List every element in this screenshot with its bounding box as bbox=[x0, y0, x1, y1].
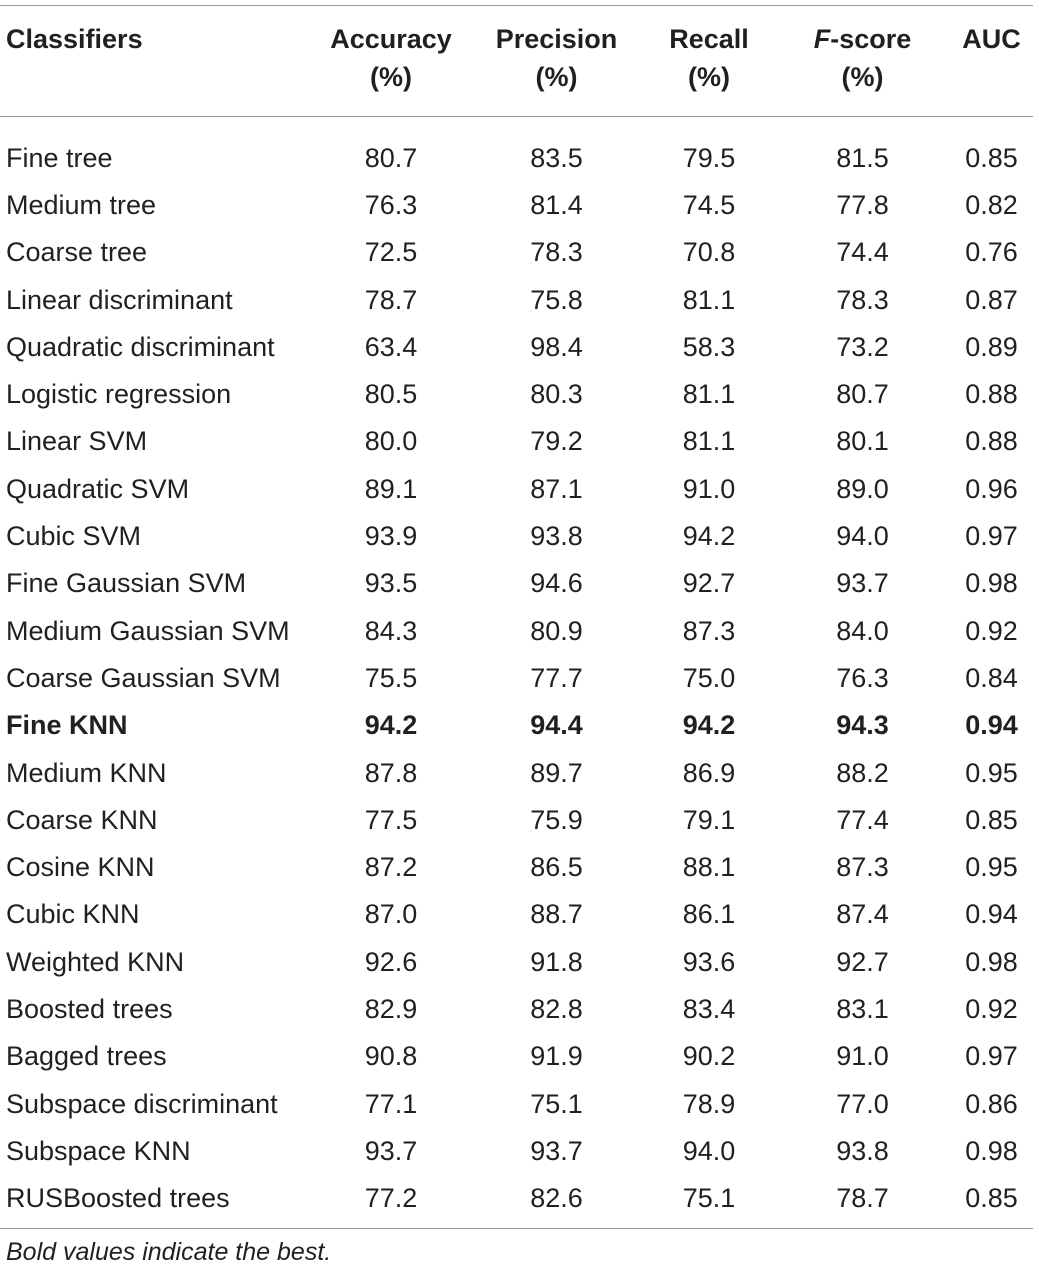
recall-cell: 86.1 bbox=[682, 899, 736, 930]
accuracy-cell: 93.9 bbox=[364, 521, 418, 552]
classifier-name-cell: Weighted KNN bbox=[6, 946, 185, 977]
table-row bbox=[0, 560, 1033, 607]
recall-cell: 75.1 bbox=[682, 1183, 736, 1214]
precision-cell: 91.9 bbox=[530, 1041, 583, 1072]
recall-cell: 70.8 bbox=[682, 237, 736, 268]
accuracy-cell: 92.6 bbox=[364, 946, 418, 977]
precision-cell: 81.4 bbox=[530, 189, 583, 220]
classifier-name-cell: Coarse Gaussian SVM bbox=[6, 662, 281, 693]
table-row bbox=[0, 181, 1033, 228]
classifier-name-cell: Linear SVM bbox=[6, 426, 148, 457]
fscore-cell: 84.0 bbox=[836, 615, 889, 646]
fscore-cell: 94.3 bbox=[836, 710, 889, 741]
precision-cell: 80.3 bbox=[530, 379, 583, 410]
recall-cell: 88.1 bbox=[682, 852, 736, 883]
header-recall-unit: (%) bbox=[688, 62, 730, 92]
precision-cell: 94.6 bbox=[530, 568, 583, 599]
classifier-name-cell: Medium tree bbox=[6, 189, 157, 220]
accuracy-cell: 87.0 bbox=[364, 899, 418, 930]
table-row bbox=[0, 891, 1033, 938]
header-classifiers bbox=[0, 20, 312, 120]
header-fscore bbox=[775, 20, 950, 120]
header-auc-label: AUC bbox=[962, 24, 1021, 54]
fscore-cell: 80.1 bbox=[836, 426, 889, 457]
fscore-cell: 83.1 bbox=[836, 993, 889, 1024]
classifier-name-cell: Bagged trees bbox=[6, 1041, 167, 1072]
classifier-name-cell: Coarse tree bbox=[6, 237, 148, 268]
table-row bbox=[0, 1033, 1033, 1080]
header-accuracy-label: Accuracy bbox=[330, 24, 452, 54]
classifier-name-cell: Fine Gaussian SVM bbox=[6, 568, 247, 599]
fscore-cell: 77.4 bbox=[836, 804, 889, 835]
table-row bbox=[0, 1127, 1033, 1174]
accuracy-cell: 89.1 bbox=[364, 473, 418, 504]
classifier-name-cell: Cubic KNN bbox=[6, 899, 140, 930]
fscore-cell: 78.3 bbox=[836, 284, 889, 315]
recall-cell: 94.0 bbox=[682, 1135, 736, 1166]
accuracy-cell: 80.0 bbox=[364, 426, 418, 457]
header-precision-unit: (%) bbox=[535, 62, 578, 92]
header-row bbox=[0, 20, 1033, 120]
table-row bbox=[0, 512, 1033, 559]
recall-cell: 81.1 bbox=[682, 379, 736, 410]
accuracy-cell: 87.2 bbox=[364, 852, 418, 883]
recall-cell: 74.5 bbox=[682, 189, 736, 220]
auc-cell: 0.85 bbox=[965, 1183, 1018, 1214]
fscore-cell: 77.8 bbox=[836, 189, 889, 220]
auc-cell: 0.86 bbox=[965, 1088, 1018, 1119]
auc-cell: 0.88 bbox=[965, 379, 1018, 410]
table-row bbox=[0, 465, 1033, 512]
accuracy-cell: 84.3 bbox=[364, 615, 418, 646]
accuracy-cell: 90.8 bbox=[364, 1041, 418, 1072]
fscore-cell: 89.0 bbox=[836, 473, 889, 504]
header-auc bbox=[950, 20, 1033, 120]
precision-cell: 82.6 bbox=[530, 1183, 583, 1214]
classifier-name-cell: Fine tree bbox=[6, 142, 113, 173]
table-bottom-rule bbox=[0, 1228, 1033, 1229]
auc-cell: 0.82 bbox=[965, 189, 1018, 220]
precision-cell: 80.9 bbox=[530, 615, 583, 646]
accuracy-cell: 80.5 bbox=[364, 379, 418, 410]
fscore-cell: 77.0 bbox=[836, 1088, 889, 1119]
classifier-name-cell: Logistic regression bbox=[6, 379, 232, 410]
precision-cell: 93.7 bbox=[530, 1135, 583, 1166]
recall-cell: 81.1 bbox=[682, 426, 736, 457]
header-accuracy-unit: (%) bbox=[370, 62, 412, 92]
classifier-name-cell: RUSBoosted trees bbox=[6, 1183, 230, 1214]
auc-cell: 0.85 bbox=[965, 804, 1018, 835]
classifier-name-cell: Medium KNN bbox=[6, 757, 167, 788]
table-row bbox=[0, 120, 1033, 181]
table-row bbox=[0, 938, 1033, 985]
classifier-name-cell: Subspace discriminant bbox=[6, 1088, 278, 1119]
accuracy-cell: 93.5 bbox=[364, 568, 418, 599]
recall-cell: 86.9 bbox=[682, 757, 736, 788]
accuracy-cell: 77.5 bbox=[364, 804, 418, 835]
recall-cell: 92.7 bbox=[682, 568, 736, 599]
precision-cell: 94.4 bbox=[530, 710, 583, 741]
fscore-cell: 76.3 bbox=[836, 662, 889, 693]
precision-cell: 79.2 bbox=[530, 426, 583, 457]
table-row bbox=[0, 796, 1033, 843]
precision-cell: 88.7 bbox=[530, 899, 583, 930]
table-row bbox=[0, 370, 1033, 417]
recall-cell: 83.4 bbox=[682, 993, 736, 1024]
fscore-cell: 73.2 bbox=[836, 331, 889, 362]
table-body bbox=[0, 120, 1033, 1222]
recall-cell: 93.6 bbox=[682, 946, 736, 977]
classifier-name-cell: Coarse KNN bbox=[6, 804, 158, 835]
recall-cell: 58.3 bbox=[682, 331, 736, 362]
header-precision bbox=[470, 20, 643, 120]
precision-cell: 93.8 bbox=[530, 521, 583, 552]
header-fscore-italic-f: F bbox=[813, 24, 831, 54]
recall-cell: 75.0 bbox=[682, 662, 736, 693]
recall-cell: 79.5 bbox=[682, 142, 736, 173]
table-row bbox=[0, 749, 1033, 796]
precision-cell: 75.1 bbox=[530, 1088, 583, 1119]
recall-cell: 81.1 bbox=[682, 284, 736, 315]
auc-cell: 0.85 bbox=[965, 142, 1018, 173]
auc-cell: 0.95 bbox=[965, 757, 1018, 788]
table-row bbox=[0, 229, 1033, 276]
fscore-cell: 87.4 bbox=[836, 899, 889, 930]
auc-cell: 0.95 bbox=[965, 852, 1018, 883]
auc-cell: 0.84 bbox=[965, 662, 1018, 693]
classifier-name-cell: Cubic SVM bbox=[6, 521, 142, 552]
classifier-results-table bbox=[0, 20, 1033, 1222]
auc-cell: 0.76 bbox=[965, 237, 1018, 268]
header-fscore-label: -score bbox=[830, 24, 912, 54]
recall-cell: 94.2 bbox=[682, 521, 736, 552]
table-footnote: Bold values indicate the best. bbox=[6, 1238, 332, 1266]
fscore-cell: 92.7 bbox=[836, 946, 889, 977]
auc-cell: 0.92 bbox=[965, 615, 1018, 646]
classifier-name-cell: Medium Gaussian SVM bbox=[6, 615, 290, 646]
accuracy-cell: 80.7 bbox=[364, 142, 418, 173]
accuracy-cell: 78.7 bbox=[364, 284, 418, 315]
precision-cell: 83.5 bbox=[530, 142, 583, 173]
auc-cell: 0.88 bbox=[965, 426, 1018, 457]
auc-cell: 0.92 bbox=[965, 993, 1018, 1024]
accuracy-cell: 77.2 bbox=[364, 1183, 418, 1214]
classifier-name-cell: Boosted trees bbox=[6, 993, 173, 1024]
fscore-cell: 87.3 bbox=[836, 852, 889, 883]
classifier-name-cell: Cosine KNN bbox=[6, 852, 155, 883]
fscore-cell: 74.4 bbox=[836, 237, 889, 268]
table-row bbox=[0, 702, 1033, 749]
precision-cell: 78.3 bbox=[530, 237, 583, 268]
table-top-rule bbox=[0, 5, 1033, 6]
auc-cell: 0.97 bbox=[965, 521, 1018, 552]
accuracy-cell: 87.8 bbox=[364, 757, 418, 788]
accuracy-cell: 76.3 bbox=[364, 189, 418, 220]
precision-cell: 86.5 bbox=[530, 852, 583, 883]
fscore-cell: 80.7 bbox=[836, 379, 889, 410]
recall-cell: 91.0 bbox=[682, 473, 736, 504]
fscore-cell: 91.0 bbox=[836, 1041, 889, 1072]
table-header bbox=[0, 20, 1033, 120]
accuracy-cell: 63.4 bbox=[364, 331, 418, 362]
table-row bbox=[0, 843, 1033, 890]
header-precision-label: Precision bbox=[495, 24, 618, 54]
classifier-name-cell: Quadratic discriminant bbox=[6, 331, 275, 362]
fscore-cell: 94.0 bbox=[836, 521, 889, 552]
auc-cell: 0.87 bbox=[965, 284, 1018, 315]
accuracy-cell: 94.2 bbox=[364, 710, 418, 741]
header-accuracy bbox=[312, 20, 470, 120]
header-fscore-unit: (%) bbox=[841, 62, 884, 92]
fscore-cell: 93.8 bbox=[836, 1135, 889, 1166]
accuracy-cell: 75.5 bbox=[364, 662, 418, 693]
table-row bbox=[0, 985, 1033, 1032]
fscore-cell: 88.2 bbox=[836, 757, 889, 788]
fscore-cell: 93.7 bbox=[836, 568, 889, 599]
header-recall-label: Recall bbox=[669, 24, 749, 54]
auc-cell: 0.97 bbox=[965, 1041, 1018, 1072]
precision-cell: 89.7 bbox=[530, 757, 583, 788]
recall-cell: 78.9 bbox=[682, 1088, 736, 1119]
auc-cell: 0.94 bbox=[965, 710, 1018, 741]
auc-cell: 0.98 bbox=[965, 568, 1018, 599]
table-row bbox=[0, 323, 1033, 370]
header-classifiers-label: Classifiers bbox=[6, 24, 143, 54]
table-row bbox=[0, 418, 1033, 465]
accuracy-cell: 72.5 bbox=[364, 237, 418, 268]
auc-cell: 0.89 bbox=[965, 331, 1018, 362]
table-row bbox=[0, 607, 1033, 654]
auc-cell: 0.98 bbox=[965, 1135, 1018, 1166]
classifier-name-cell: Subspace KNN bbox=[6, 1135, 191, 1166]
table-row bbox=[0, 654, 1033, 701]
fscore-cell: 78.7 bbox=[836, 1183, 889, 1214]
recall-cell: 94.2 bbox=[682, 710, 736, 741]
auc-cell: 0.94 bbox=[965, 899, 1018, 930]
precision-cell: 87.1 bbox=[530, 473, 583, 504]
precision-cell: 82.8 bbox=[530, 993, 583, 1024]
accuracy-cell: 82.9 bbox=[364, 993, 418, 1024]
classifier-name-cell: Quadratic SVM bbox=[6, 473, 190, 504]
classifier-name-cell: Fine KNN bbox=[6, 710, 128, 741]
accuracy-cell: 93.7 bbox=[364, 1135, 418, 1166]
table-row bbox=[0, 276, 1033, 323]
auc-cell: 0.96 bbox=[965, 473, 1018, 504]
fscore-cell: 81.5 bbox=[836, 142, 889, 173]
precision-cell: 75.9 bbox=[530, 804, 583, 835]
table-row bbox=[0, 1080, 1033, 1127]
precision-cell: 77.7 bbox=[530, 662, 583, 693]
classifier-name-cell: Linear discriminant bbox=[6, 284, 233, 315]
recall-cell: 90.2 bbox=[682, 1041, 736, 1072]
table-row bbox=[0, 1175, 1033, 1222]
precision-cell: 98.4 bbox=[530, 331, 583, 362]
precision-cell: 75.8 bbox=[530, 284, 583, 315]
accuracy-cell: 77.1 bbox=[364, 1088, 418, 1119]
precision-cell: 91.8 bbox=[530, 946, 583, 977]
auc-cell: 0.98 bbox=[965, 946, 1018, 977]
recall-cell: 79.1 bbox=[682, 804, 736, 835]
header-recall bbox=[643, 20, 775, 120]
recall-cell: 87.3 bbox=[682, 615, 736, 646]
